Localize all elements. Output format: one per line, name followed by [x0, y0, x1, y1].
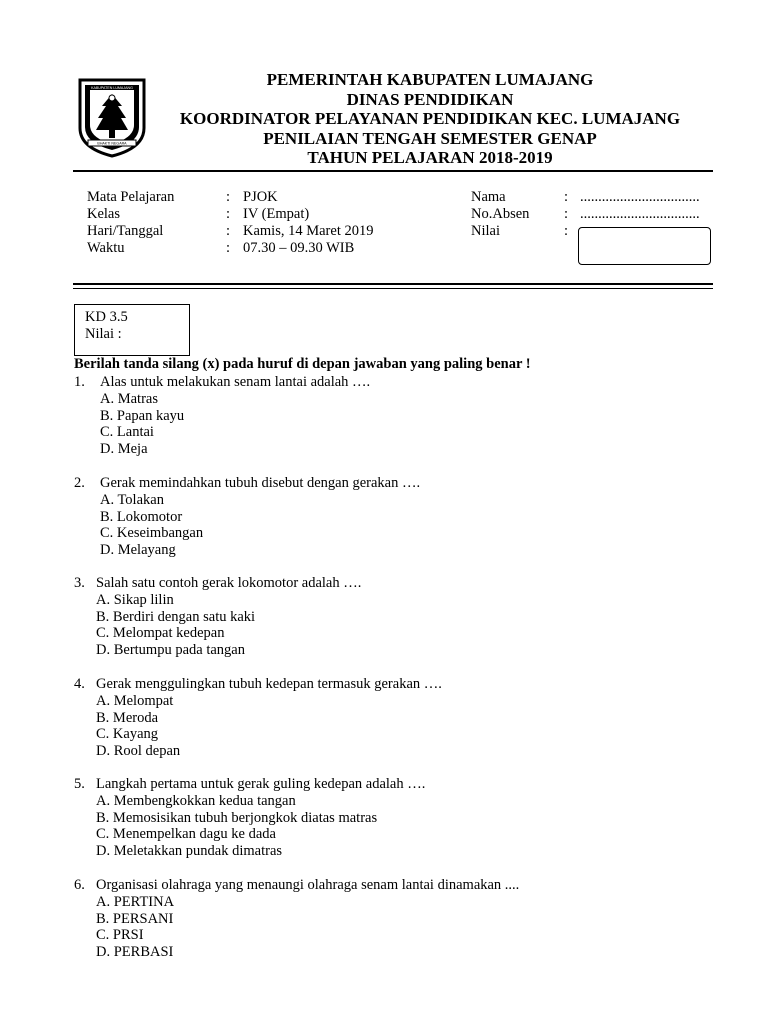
- kd-score-box: [74, 304, 190, 356]
- header-line-3: KOORDINATOR PELAYANAN PENDIDIKAN KEC. LUMAJANG: [179, 109, 681, 128]
- info-label-absen: No.Absen: [471, 206, 530, 222]
- question-text: Alas untuk melakukan senam lantai adalah ….: [100, 374, 371, 390]
- answer-option[interactable]: B. Papan kayu: [100, 407, 185, 424]
- info-sep: :: [564, 189, 569, 205]
- answer-option[interactable]: A. Matras: [100, 390, 158, 407]
- header-line-5: TAHUN PELAJARAN 2018-2019: [307, 148, 553, 167]
- info-value-date: Kamis, 14 Maret 2019: [243, 223, 374, 239]
- info-divider-thin: [73, 288, 713, 289]
- info-label-class: Kelas: [87, 206, 121, 222]
- question-text: Gerak menggulingkan tubuh kedepan termasuk gerakan ….: [96, 676, 442, 692]
- kd-score-label: Nilai :: [85, 326, 122, 342]
- info-value-subject: PJOK: [243, 189, 278, 205]
- answer-option[interactable]: D. PERBASI: [96, 944, 174, 961]
- answer-option[interactable]: A. Tolakan: [100, 491, 164, 508]
- info-label-time: Waktu: [87, 240, 125, 256]
- info-label-subject: Mata Pelajaran: [87, 189, 175, 205]
- answer-option[interactable]: A. PERTINA: [96, 893, 175, 910]
- kd-label: KD 3.5: [85, 309, 128, 325]
- question-number: 2.: [74, 475, 85, 491]
- info-divider-thick: [73, 283, 713, 285]
- answer-option[interactable]: C. Lantai: [100, 424, 154, 441]
- question-text: Gerak memindahkan tubuh disebut dengan gerakan ….: [100, 475, 421, 491]
- info-sep: :: [226, 223, 231, 239]
- info-label-name: Nama: [471, 189, 506, 205]
- answer-option[interactable]: D. Melayang: [100, 542, 176, 559]
- info-sep: :: [226, 189, 231, 205]
- answer-option[interactable]: D. Meja: [100, 441, 148, 458]
- answer-option[interactable]: D. Bertumpu pada tangan: [96, 642, 245, 659]
- question-number: 1.: [74, 374, 85, 390]
- question-number: 5.: [74, 776, 85, 792]
- question-number: 3.: [74, 575, 85, 591]
- lumajang-emblem-icon: [76, 76, 148, 158]
- answer-option[interactable]: A. Sikap lilin: [96, 591, 174, 608]
- answer-option[interactable]: C. PRSI: [96, 927, 144, 944]
- info-value-time: 07.30 – 09.30 WIB: [243, 240, 355, 256]
- info-sep: :: [564, 206, 569, 222]
- question-number: 6.: [74, 877, 85, 893]
- letterhead: [150, 70, 710, 168]
- instruction: Berilah tanda silang (x) pada huruf di depan jawaban yang paling benar !: [74, 356, 531, 372]
- answer-option[interactable]: B. Berdiri dengan satu kaki: [96, 608, 256, 625]
- answer-option[interactable]: B. PERSANI: [96, 910, 174, 927]
- header-line-1: PEMERINTAH KABUPATEN LUMAJANG: [266, 70, 594, 89]
- logo-text-bottom: BHAKTI NEGARA: [97, 141, 127, 146]
- answer-option[interactable]: C. Keseimbangan: [100, 525, 204, 542]
- answer-option[interactable]: C. Melompat kedepan: [96, 625, 225, 642]
- absen-field[interactable]: .................................: [580, 206, 700, 222]
- answer-option[interactable]: A. Melompat: [96, 692, 174, 709]
- header-divider: [73, 170, 713, 172]
- question-number: 4.: [74, 676, 85, 692]
- info-value-class: IV (Empat): [243, 206, 310, 222]
- header-line-2: DINAS PENDIDIKAN: [346, 89, 514, 109]
- info-sep: :: [564, 223, 569, 239]
- question-text: Organisasi olahraga yang menaungi olahraga senam lantai dinamakan ....: [96, 877, 520, 893]
- answer-option[interactable]: B. Lokomotor: [100, 508, 183, 525]
- name-field[interactable]: .................................: [580, 189, 700, 205]
- logo-text-top: KABUPATEN LUMAJANG: [91, 86, 133, 90]
- answer-option[interactable]: D. Meletakkan pundak dimatras: [96, 843, 283, 860]
- info-label-score: Nilai: [471, 223, 500, 239]
- info-sep: :: [226, 240, 231, 256]
- question-text: Langkah pertama untuk gerak guling kedepan adalah ….: [96, 776, 426, 792]
- answer-option[interactable]: A. Membengkokkan kedua tangan: [96, 792, 296, 809]
- answer-option[interactable]: B. Memosisikan tubuh berjongkok diatas matras: [96, 809, 378, 826]
- answer-option[interactable]: C. Kayang: [96, 726, 159, 743]
- answer-option[interactable]: C. Menempelkan dagu ke dada: [96, 826, 276, 843]
- score-box[interactable]: [578, 227, 711, 265]
- question-text: Salah satu contoh gerak lokomotor adalah ….: [96, 575, 362, 591]
- header-line-4: PENILAIAN TENGAH SEMESTER GENAP: [263, 128, 597, 148]
- answer-option[interactable]: D. Rool depan: [96, 743, 181, 760]
- answer-option[interactable]: B. Meroda: [96, 709, 159, 726]
- info-sep: :: [226, 206, 231, 222]
- info-label-date: Hari/Tanggal: [87, 223, 164, 239]
